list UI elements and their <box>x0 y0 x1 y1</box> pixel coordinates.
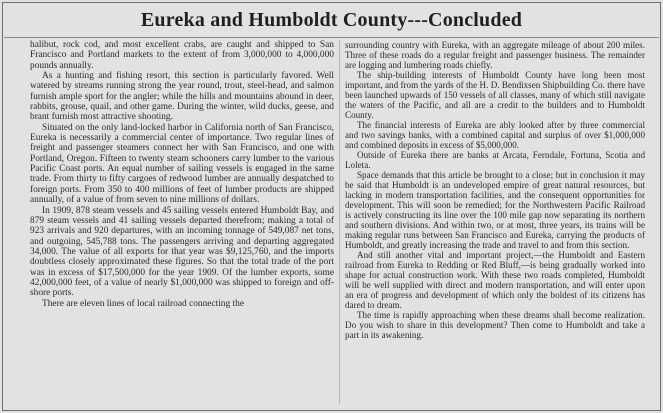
paragraph: surrounding country with Eureka, with an aggregate mileage of about 200 miles. Three of these roads do a regular freight and passenger business. The remainder are logging and lumbering roads chiefly. <box>345 40 645 70</box>
paragraph: The time is rapidly approaching when these dreams shall become realization. Do you wish to share in this development? Then come to Humboldt and take a part in its awakening. <box>345 310 645 340</box>
page-title: Eureka and Humboldt County---Concluded <box>140 9 523 31</box>
paragraph: The ship-building interests of Humboldt County have long been most important, and from the yards of the H. D. Bendixsen Shipbuilding Co. there have been launched upwards of 150 vessels of all classes, many of which still navigate the waters of the Pacific, and all are a credit to the builders and to Humboldt County. <box>345 70 645 120</box>
paragraph: As a hunting and fishing resort, this section is particularly favored. Well watered by streams running strong the year round, trout, steel-head, and salmon furnish ample sport for the angler; while the hills and mountains abound in deer, rabbits, grouse, quail, and other game. During the winter, wild ducks, geese, and brant furnish most attractive shooting. <box>30 71 334 123</box>
column-divider <box>339 40 340 404</box>
paragraph: Space demands that this article be brought to a close; but in conclusion it may be said that Humboldt is an undeveloped empire of great natural resources, but lacking in modern transportation facilities, and the consequent opportunities for development. This will soon be remedied; for the Northwestern Pacific Railroad is actively constructing its line over the 100 mile gap now separating its northern and southern divisions. And within two, or at most, three years, its trains will be making regular runs between San Francisco and Eureka, carrying the products of Humboldt, and greatly increasing the trade and travel to and from this section. <box>345 170 645 250</box>
paragraph: In 1909, 878 steam vessels and 45 sailing vessels entered Humboldt Bay, and 879 steam vessels and 41 sailing vessels departed therefrom; making a total of 923 arrivals and 920 departures, with an incoming tonnage of 549,087 net tons, and outgoing, 545,788 tons. The passengers arriving and departing aggregated 34,000. The value of all exports for that year was $9,125,760, and the imports doubtless closely approximated these figures. So that the total trade of the port was in excess of $17,500,000 for the year 1909. Of the lumber exports, some 42,000,000 feet, of a value of nearly $1,000,000 was shipped to foreign and off-shore ports. <box>30 205 334 299</box>
paragraph: And still another vital and important project,—the Humboldt and Eastern railroad from Eureka to Redding or Red Bluff,—is being gradually worked into shape for actual construction work. With these two roads completed, Humboldt will be well supplied with direct and modern transportation, and will enter upon an era of progress and development of which only the boldest of its citizens has dared to dream. <box>345 250 645 310</box>
paragraph: Outside of Eureka there are banks at Arcata, Ferndale, Fortuna, Scotia and Loleta. <box>345 150 645 170</box>
left-column <box>30 40 334 309</box>
paragraph: Situated on the only land-locked harbor in California north of San Francisco, Eureka is necessarily a commercial center of importance. Two regular lines of freight and passenger steamers connect her with San Francisco, and one with Portland, Oregon. Fifteen to twenty steam schooners carry lumber to the various Pacific Coast ports. An equal number of sailing vessels is engaged in the same trade. From thirty to fifty cargoes of redwood lumber are annually despatched to foreign ports. From 350 to 400 millions of feet of lumber products are shipped annually, of a value of from seven to nine millions of dollars. <box>30 122 334 206</box>
paragraph: The financial interests of Eureka are ably looked after by three commercial and two savings banks, with a combined capital and surplus of over $1,000,000 and combined deposits in excess of $5,000,000. <box>345 120 645 150</box>
paragraph: There are eleven lines of local railroad connecting the <box>42 298 244 309</box>
title-rule <box>4 37 659 38</box>
paragraph: halibut, rock cod, and most excellent crabs, are caught and shipped to San Francisco and Portland markets to the extent of from 3,000,000 to 4,000,000 pounds annually. <box>30 40 334 71</box>
right-column <box>345 40 645 340</box>
